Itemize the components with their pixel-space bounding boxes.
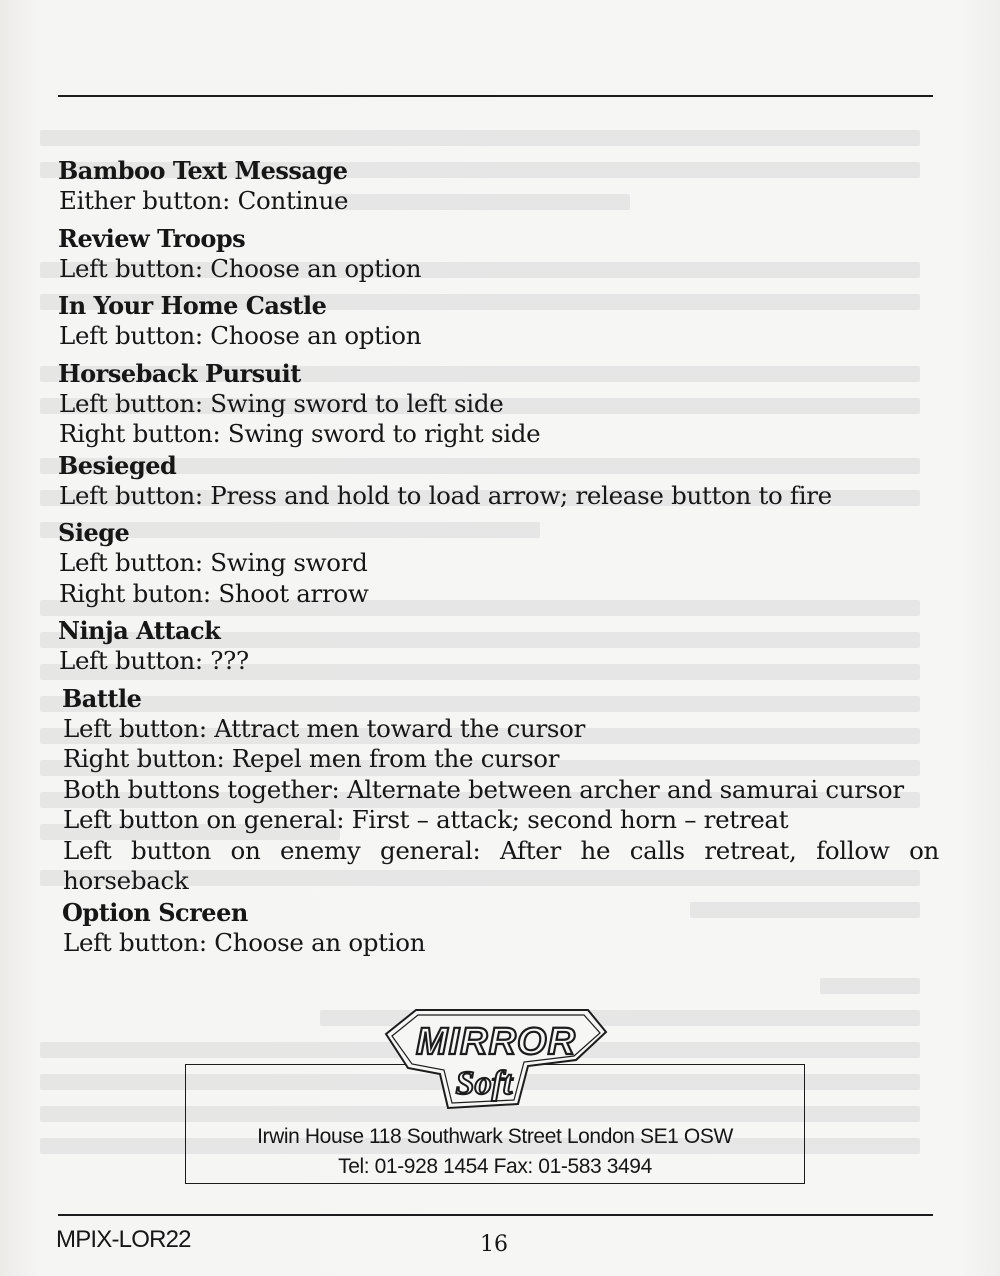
page-number: 16: [480, 1232, 508, 1257]
section-heading: Ninja Attack: [58, 616, 221, 645]
section-review-troops: [57, 223, 942, 285]
command-line: Left button: Swing sword: [59, 548, 368, 577]
command-line: Both buttons together: Alternate between archer and samurai cursor: [63, 774, 904, 804]
logo-text-soft: Soft: [455, 1065, 513, 1102]
command-line: Either button: Continue: [59, 186, 349, 215]
section-option-screen: [57, 897, 942, 959]
document-code: MPIX-LOR22: [56, 1226, 191, 1253]
section-heading: Review Troops: [58, 223, 246, 253]
command-line: Right button: Swing sword to right side: [59, 419, 541, 448]
top-rule: [58, 95, 933, 97]
command-line: Left button: Choose an option: [63, 927, 426, 957]
mouse-commands-list: [57, 155, 942, 958]
section-horseback-pursuit: [57, 358, 942, 450]
command-line: Left button: Attract men toward the cursor: [63, 713, 586, 743]
section-heading: In Your Home Castle: [58, 291, 327, 320]
command-line: Left button on enemy general: After he calls retreat, follow on horseback: [63, 835, 939, 895]
section-heading: Siege: [58, 518, 130, 547]
section-heading: Bamboo Text Message: [58, 156, 348, 185]
command-line: Right buton: Shoot arrow: [59, 578, 369, 608]
command-line: Left button: ???: [59, 646, 249, 675]
command-line: Left button: Choose an option: [59, 321, 422, 350]
mirrorsoft-logo: [378, 1004, 608, 1112]
command-line: Left button: Press and hold to load arrow; release button to fire: [59, 480, 832, 510]
address-line: Irwin House 118 Southwark Street London SE1 OSW: [257, 1125, 733, 1148]
section-heading: Battle: [62, 683, 142, 713]
command-line: Left button on general: First – attack; second horn – retreat: [63, 805, 789, 834]
section-home-castle: [57, 290, 942, 352]
section-ninja-attack: [57, 615, 942, 677]
section-siege: [57, 517, 942, 609]
command-line: Right button: Repel men from the cursor: [63, 744, 560, 773]
section-heading: Besieged: [58, 450, 177, 480]
section-battle: [57, 683, 942, 897]
section-heading: Option Screen: [62, 897, 248, 927]
phone-fax-line: Tel: 01-928 1454 Fax: 01-583 3494: [338, 1155, 652, 1178]
logo-text-mirror: MIRROR: [415, 1021, 577, 1063]
command-line: Left button: Swing sword to left side: [59, 388, 504, 418]
section-heading: Horseback Pursuit: [58, 358, 301, 388]
section-besieged: [57, 450, 942, 512]
command-line: Left button: Choose an option: [59, 253, 422, 283]
section-bamboo-text-message: [57, 155, 942, 217]
bottom-rule: [58, 1214, 933, 1216]
